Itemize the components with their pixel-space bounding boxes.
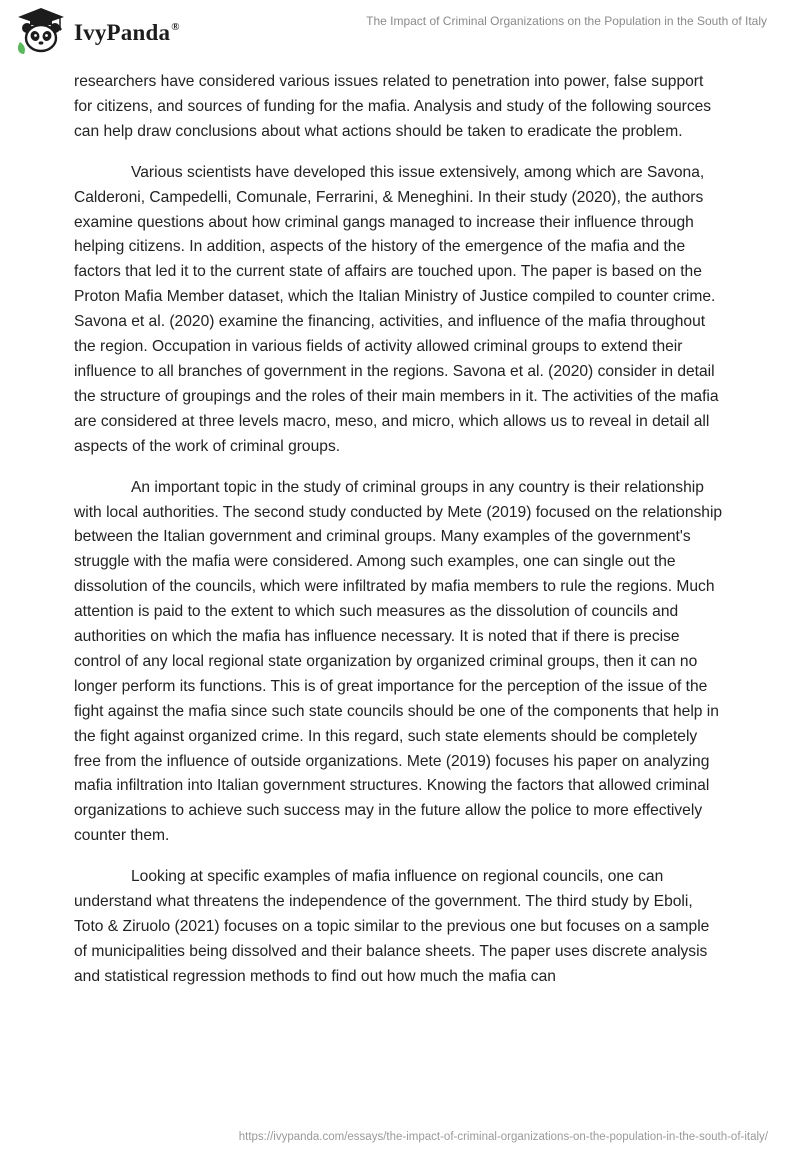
panda-graduate-icon <box>14 6 68 56</box>
registered-mark: ® <box>171 21 180 33</box>
paragraph-4: Looking at specific examples of mafia influence on regional councils, one can understand what threatens the independence of the government. The third study by Eboli, Toto & Ziruolo (2021) focuses on a topic similar to the previous one but focuses on a sample of municipalities being dissolved and their balance sheets. The paper uses discrete analysis and statistical regression methods to find out how much the mafia can <box>74 868 710 985</box>
brand-name: IvyPanda® <box>74 20 180 45</box>
page-header <box>0 0 800 60</box>
paragraph-2: Various scientists have developed this issue extensively, among which are Savona, Calderoni, Campedelli, Comunale, Ferrarini, & Meneghini. In their study (2020), the authors examine questions about how criminal gangs managed to increase their influence through helping citizens. In addition, aspects of the history of the emergence of the mafia and the factors that led it to the current state of affairs are touched upon. The paper is based on the Proton Mafia Member dataset, which the Italian Ministry of Justice compiled to counter crime. Savona et al. (2020) examine the financing, activities, and influence of the mafia throughout the region. Occupation in various fields of activity allowed criminal groups to extend their influence to all branches of government in the regions. Savona et al. (2020) consider in detail the structure of groupings and the roles of their main members in it. The activities of the mafia are considered at three levels macro, meso, and micro, which allows us to reveal in detail all aspects of the work of criminal groups. <box>74 163 719 455</box>
paragraph-3: An important topic in the study of criminal groups in any country is their relationship with local authorities. The second study conducted by Mete (2019) focused on the relationship between the Italian government and criminal groups. Many examples of the government's struggle with the mafia were considered. Among such examples, one can single out the dissolution of the councils, which were infiltrated by mafia members to rule the regions. Much attention is paid to the extent to which such measures as the dissolution of councils and authorities on which the mafia has influence necessary. It is noted that if there is precise control of any local regional state organization by organized criminal groups, then it can no longer perform its functions. This is of great importance for the perception of the issue of the fight against the mafia since such state councils should be one of the components that help in the fight against organized crime. In this regard, such state elements should be completely free from the influence of outside organizations. Mete (2019) focuses his paper on analyzing mafia infiltration into Italian government structures. Knowing the factors that allowed criminal organizations to achieve such success may in the future allow the police to more effectively counter them. <box>74 478 723 845</box>
essay-body <box>74 70 724 1006</box>
ivypanda-logo[interactable] <box>14 6 180 56</box>
document-title: The Impact of Criminal Organizations on the Population in the South of Italy <box>366 14 767 28</box>
paragraph-1: researchers have considered various issues related to penetration into power, false support for citizens, and sources of funding for the mafia. Analysis and study of the following sources can help draw conclusions about what actions should be taken to eradicate the problem. <box>74 73 712 140</box>
source-url[interactable]: https://ivypanda.com/essays/the-impact-of-criminal-organizations-on-the-population-in-the-south-of-italy/ <box>238 1131 768 1143</box>
